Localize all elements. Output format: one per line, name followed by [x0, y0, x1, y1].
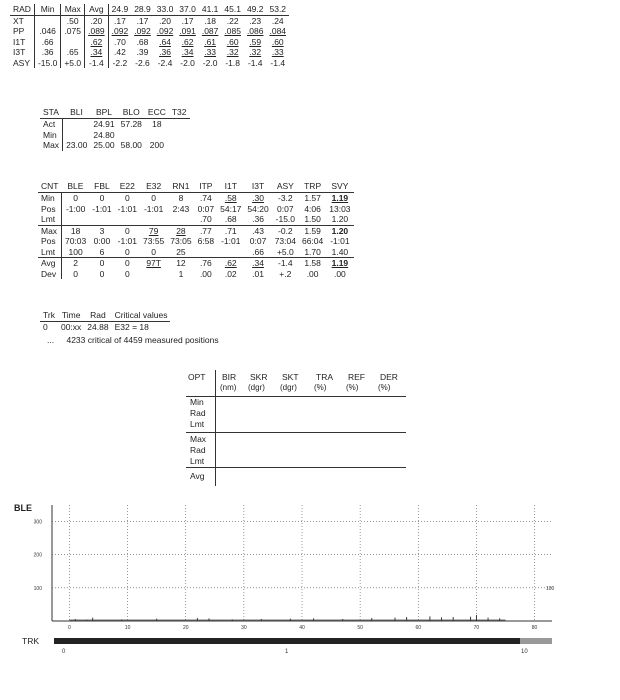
opt-header-skt: SKT: [282, 372, 299, 382]
rad-cell: .086: [246, 26, 264, 36]
trk-bar-mid-mark: 1: [285, 649, 289, 655]
rad-cell: -15.0: [34, 58, 60, 69]
cnt-cell: 0: [124, 246, 130, 257]
cnt-cell: -1:01: [117, 236, 138, 246]
cnt-header-cell: E32: [146, 180, 162, 191]
rad-cell: -2.2: [108, 58, 131, 69]
sta-cell: Act: [43, 119, 56, 129]
sta-header-cell: STA: [43, 106, 59, 117]
rad-cell: .075: [61, 26, 85, 37]
cnt-cell: 0:07: [277, 203, 294, 214]
cnt-cell: 0: [151, 246, 157, 257]
cnt-cell: .30: [252, 193, 264, 203]
chart-x-tick-label: 70: [473, 625, 480, 631]
cnt-header-cell: ASY: [276, 180, 294, 191]
cnt-cell: 54:17: [220, 203, 242, 214]
cnt-cell: 1.57: [304, 193, 321, 203]
rad-cell: -1.8: [225, 57, 240, 68]
sta-cell: 23.00: [63, 140, 91, 151]
cnt-header-cell: RN1: [172, 180, 190, 191]
cnt-cell: Lmt: [41, 214, 56, 224]
rad-header-cell: Max: [61, 4, 85, 15]
rad-cell: .60: [226, 36, 239, 47]
cnt-cell: 12: [176, 258, 186, 268]
cnt-table: [38, 180, 354, 279]
cnt-cell: 28: [176, 225, 186, 236]
cnt-cell: 100: [61, 247, 89, 258]
sta-cell: 58.00: [120, 140, 142, 150]
chart-limit-label: 100: [546, 585, 555, 592]
sta-cell: 18: [152, 119, 162, 129]
sta-header-cell: BLI: [70, 106, 83, 117]
cnt-cell: 2:43: [172, 203, 190, 214]
rad-cell: .60: [271, 36, 284, 47]
rad-cell: .17: [108, 15, 131, 26]
cnt-cell: [217, 247, 244, 258]
opt-divider: [215, 370, 216, 486]
cnt-cell: [115, 214, 140, 225]
opt-row-label: Max: [190, 434, 207, 444]
rad-cell: .092: [156, 26, 174, 36]
rad-cell: -2.4: [157, 57, 173, 68]
cnt-cell: 1.59: [304, 225, 321, 236]
cnt-cell: 0: [99, 193, 105, 203]
cnt-cell: 1.70: [304, 246, 321, 257]
sta-header-cell: BPL: [95, 106, 113, 117]
cnt-cell: .36: [252, 214, 264, 224]
rad-cell: ASY: [13, 57, 31, 68]
sta-cell: 24.80: [93, 129, 115, 140]
opt-header-der: DER: [380, 372, 398, 382]
rad-cell: .17: [181, 15, 194, 26]
rad-cell: I3T: [13, 47, 26, 57]
cnt-header-cell: I1T: [224, 180, 237, 191]
cnt-cell: .02: [224, 268, 237, 279]
trk-bar: [54, 638, 552, 644]
trk-bar-right-mark: 10: [521, 649, 528, 655]
rad-cell: .22: [226, 15, 239, 26]
rad-header-cell: 49.2: [246, 4, 264, 14]
cnt-cell: 0: [99, 268, 105, 279]
cnt-cell: -15.0: [275, 214, 296, 224]
rad-cell: .091: [179, 26, 196, 36]
chart-y-tick-label: 300: [33, 519, 42, 526]
trk-table: [40, 310, 170, 332]
sta-cell: [63, 130, 91, 141]
rad-cell: .24: [271, 15, 284, 26]
rad-header-cell: Min: [34, 4, 60, 15]
cnt-cell: .00: [333, 268, 346, 279]
cnt-cell: 6: [99, 246, 105, 257]
rad-cell: .23: [249, 15, 262, 26]
rad-table: [10, 4, 289, 68]
rad-cell: .20: [85, 15, 109, 26]
trk-bar-left-mark: 0: [62, 649, 66, 655]
cnt-cell: 0: [124, 258, 130, 268]
rad-header-cell: 41.1: [201, 4, 219, 14]
rad-cell: .087: [201, 26, 219, 36]
cnt-cell: .66: [252, 246, 264, 257]
chart-x-tick-label: 50: [357, 625, 363, 631]
opt-header-tra: TRA: [316, 372, 333, 382]
sta-header-cell: T32: [171, 106, 187, 117]
rad-header-cell: 28.9: [134, 4, 151, 14]
rad-cell: .64: [159, 36, 171, 47]
cnt-cell: .76: [199, 258, 212, 268]
trk-value-time: 00:xx: [60, 321, 82, 332]
trk-header-critical: Critical values: [114, 310, 168, 320]
trk-value-rad: 24.88: [87, 321, 109, 332]
cnt-cell: +5.0: [276, 246, 294, 257]
rad-cell: [34, 15, 60, 26]
cnt-cell: .34: [252, 258, 264, 268]
sta-cell: [169, 130, 190, 141]
rad-cell: I1T: [13, 36, 26, 47]
opt-table: [186, 370, 406, 486]
rad-cell: .36: [159, 47, 171, 57]
cnt-cell: [195, 247, 218, 258]
trk-summary-line: [47, 335, 219, 345]
cnt-cell: -3.2: [278, 193, 293, 203]
cnt-cell: 79: [148, 225, 159, 236]
rad-cell: .39: [136, 47, 149, 57]
rad-cell: .092: [134, 26, 151, 36]
opt-unit: (dgr): [280, 383, 297, 392]
cnt-cell: 1.19: [331, 258, 349, 268]
cnt-cell: 0:07: [249, 236, 267, 246]
chart-y-tick-label: 100: [33, 585, 42, 592]
cnt-cell: 1.50: [304, 214, 321, 224]
trk-value-critical: E32 = 18: [114, 321, 149, 332]
cnt-header-cell: FBL: [94, 180, 110, 191]
cnt-cell: 2: [61, 258, 89, 269]
sta-cell: [145, 130, 169, 141]
rad-cell: -2.0: [180, 57, 195, 68]
rad-cell: .089: [85, 26, 109, 37]
chart-x-tick-label: 0: [68, 625, 71, 631]
cnt-header-cell: TRP: [304, 180, 322, 191]
cnt-header-cell: E22: [119, 180, 135, 191]
rad-cell: .32: [226, 47, 239, 57]
cnt-cell: .74: [199, 193, 212, 203]
cnt-header-cell: CNT: [41, 180, 59, 191]
rad-cell: -1.4: [270, 57, 286, 68]
sta-header-cell: ECC: [147, 106, 166, 117]
cnt-cell: 73:55: [143, 236, 165, 246]
cnt-cell: 3: [99, 225, 105, 236]
cnt-cell: 1: [178, 268, 184, 279]
sta-cell: 25.00: [93, 140, 115, 150]
sta-cell: Min: [43, 129, 57, 140]
trk-ellipsis: ...: [47, 335, 55, 345]
cnt-cell: 0:00: [93, 236, 111, 246]
cnt-cell: .01: [252, 268, 264, 279]
rad-cell: .50: [61, 15, 85, 26]
opt-unit: (%): [314, 383, 327, 392]
cnt-cell: 66:04: [301, 236, 324, 246]
trk-header-time: Time: [61, 310, 81, 320]
cnt-cell: 1.20: [331, 225, 349, 236]
opt-row-label: Lmt: [190, 419, 205, 429]
opt-row-label: Avg: [190, 471, 205, 481]
cnt-cell: [140, 214, 167, 225]
opt-unit: (%): [346, 383, 359, 392]
cnt-cell: -1:01: [92, 203, 112, 214]
cnt-cell: 0: [124, 225, 130, 236]
cnt-cell: 13:03: [329, 203, 351, 214]
chart-x-tick-label: 20: [182, 625, 189, 631]
chart-x-tick-label: 30: [241, 625, 247, 631]
rad-cell: -1.4: [247, 57, 263, 68]
cnt-cell: 73:05: [170, 236, 192, 246]
opt-unit: (%): [378, 383, 391, 392]
rad-cell: PP: [13, 26, 25, 36]
chart-x-tick-label: 80: [531, 625, 538, 631]
rad-cell: .34: [181, 47, 194, 57]
sta-cell: [118, 130, 145, 141]
opt-row-label: Lmt: [190, 456, 205, 466]
rad-cell: XT: [13, 15, 24, 26]
chart-x-tick-label: 40: [299, 625, 305, 631]
cnt-cell: 0: [61, 269, 89, 280]
cnt-cell: 0:07: [197, 203, 215, 214]
rad-cell: .33: [271, 47, 284, 57]
trk-header-rad: Rad: [90, 310, 106, 320]
rad-cell: .092: [108, 26, 131, 37]
cnt-cell: 0: [99, 258, 105, 268]
rad-header-cell: 45.1: [224, 4, 241, 14]
rad-cell: .34: [85, 47, 109, 58]
cnt-cell: 1.20: [331, 214, 349, 224]
opt-unit: (dgr): [248, 383, 265, 392]
rad-cell: .36: [34, 47, 60, 58]
ble-chart: [0, 495, 620, 700]
cnt-cell: -1:01: [117, 203, 138, 214]
rad-header-cell: 33.0: [156, 4, 174, 14]
rad-header-cell: 53.2: [269, 4, 287, 14]
cnt-cell: 0: [61, 193, 89, 204]
rad-cell: .42: [108, 47, 131, 58]
cnt-cell: 4:06: [304, 203, 321, 214]
trk-value-trk: 0: [43, 321, 48, 332]
trk-bar-end: [520, 638, 552, 644]
cnt-cell: Pos: [41, 203, 56, 214]
sta-cell: 200: [149, 140, 164, 150]
sta-header-cell: BLO: [122, 106, 140, 117]
cnt-cell: 0: [124, 268, 130, 279]
rad-cell: .62: [181, 36, 194, 47]
cnt-cell: .70: [199, 214, 212, 224]
rad-cell: .66: [34, 37, 60, 48]
rad-cell: .32: [249, 47, 262, 57]
opt-row-label: Rad: [190, 445, 206, 455]
sta-cell: 24.91: [93, 119, 115, 129]
cnt-cell: 0: [151, 193, 157, 203]
chart-ylabel: BLE: [14, 503, 32, 513]
cnt-cell: .68: [224, 214, 237, 224]
trk-bar-label: TRK: [22, 636, 39, 646]
cnt-cell: .58: [224, 193, 237, 203]
rad-cell: -2.0: [202, 57, 218, 68]
cnt-cell: Min: [41, 193, 55, 203]
opt-row-label: Rad: [190, 408, 206, 418]
cnt-cell: -1:01: [143, 203, 164, 214]
sta-cell: [169, 119, 190, 130]
sta-cell: [169, 140, 190, 151]
cnt-cell: 70:03: [61, 236, 89, 247]
rad-cell: .68: [136, 36, 149, 47]
cnt-cell: Pos: [41, 236, 56, 246]
cnt-cell: [61, 214, 89, 225]
cnt-cell: 73:04: [274, 236, 296, 246]
cnt-cell: Dev: [41, 268, 57, 279]
rad-cell: .33: [204, 47, 217, 57]
rad-cell: .61: [204, 36, 217, 47]
opt-header-bir: BIR: [222, 372, 237, 382]
opt-header-opt: OPT: [188, 372, 206, 382]
cnt-cell: .71: [224, 225, 237, 236]
cnt-cell: 8: [178, 193, 184, 203]
cnt-cell: Avg: [41, 258, 56, 268]
cnt-cell: -1:01: [330, 236, 350, 246]
opt-header: [186, 370, 406, 397]
cnt-cell: 0: [124, 193, 130, 203]
cnt-cell: -1:01: [221, 236, 241, 246]
rad-cell: .084: [269, 26, 287, 36]
cnt-cell: -1:00: [61, 204, 89, 215]
cnt-header-cell: ITP: [199, 180, 213, 191]
cnt-cell: [89, 214, 114, 225]
rad-header-cell: 37.0: [179, 4, 196, 14]
cnt-cell: -1.4: [278, 258, 293, 268]
cnt-cell: 6:58: [197, 236, 215, 246]
chart-y-tick-label: 200: [33, 552, 42, 559]
cnt-cell: 18: [61, 225, 89, 236]
rad-header-cell: 24.9: [108, 4, 131, 15]
sta-cell: [63, 119, 91, 130]
cnt-cell: Lmt: [41, 246, 56, 257]
opt-row-divider-1: [186, 432, 406, 433]
cnt-cell: 97T: [146, 258, 161, 268]
cnt-cell: [167, 214, 194, 225]
chart-x-tick-label: 60: [415, 625, 422, 631]
rad-cell: .046: [34, 26, 60, 37]
rad-cell: .085: [224, 26, 241, 36]
rad-cell: .20: [159, 15, 171, 26]
sta-table: [40, 106, 190, 151]
trk-header-trk: Trk: [43, 310, 55, 320]
rad-cell: .59: [249, 36, 262, 47]
rad-cell: .17: [136, 15, 149, 26]
cnt-cell: 1.40: [331, 246, 349, 257]
rad-header-cell: Avg: [85, 4, 109, 15]
cnt-cell: -0.2: [278, 225, 293, 236]
sta-cell: Max: [43, 140, 60, 150]
cnt-cell: .62: [224, 258, 237, 268]
cnt-cell: +.2: [279, 268, 292, 279]
rad-cell: .65: [61, 47, 85, 58]
cnt-header-cell: BLE: [67, 180, 84, 191]
rad-cell: .18: [204, 15, 217, 26]
opt-header-ref: REF: [348, 372, 365, 382]
rad-cell: -2.6: [135, 57, 150, 68]
opt-row-divider-2: [186, 467, 406, 468]
cnt-header-cell: SVY: [331, 180, 349, 191]
cnt-cell: .77: [199, 225, 212, 236]
opt-row-label: Min: [190, 397, 204, 407]
cnt-cell: 1.19: [331, 193, 349, 203]
rad-cell: +5.0: [61, 58, 85, 69]
cnt-cell: 54:20: [247, 203, 269, 214]
rad-cell: .70: [108, 37, 131, 48]
chart-x-tick-label: 10: [124, 625, 131, 631]
rad-cell: [61, 37, 85, 48]
cnt-cell: Max: [41, 225, 58, 236]
cnt-cell: [140, 269, 167, 280]
opt-unit: (nm): [220, 383, 237, 392]
cnt-cell: .00: [199, 268, 212, 279]
cnt-header-cell: I3T: [251, 180, 265, 191]
trk-summary: 4233 critical of 4459 measured positions: [66, 335, 219, 345]
cnt-cell: .43: [252, 225, 264, 236]
rad-cell: .62: [85, 37, 109, 48]
cnt-cell: 25: [176, 246, 186, 257]
rad-cell: -1.4: [85, 58, 109, 69]
opt-header-skr: SKR: [250, 372, 268, 382]
cnt-cell: .00: [306, 268, 319, 279]
cnt-cell: 1.58: [304, 258, 321, 268]
sta-cell: 57.28: [120, 119, 142, 129]
rad-header-cell: RAD: [13, 4, 31, 14]
